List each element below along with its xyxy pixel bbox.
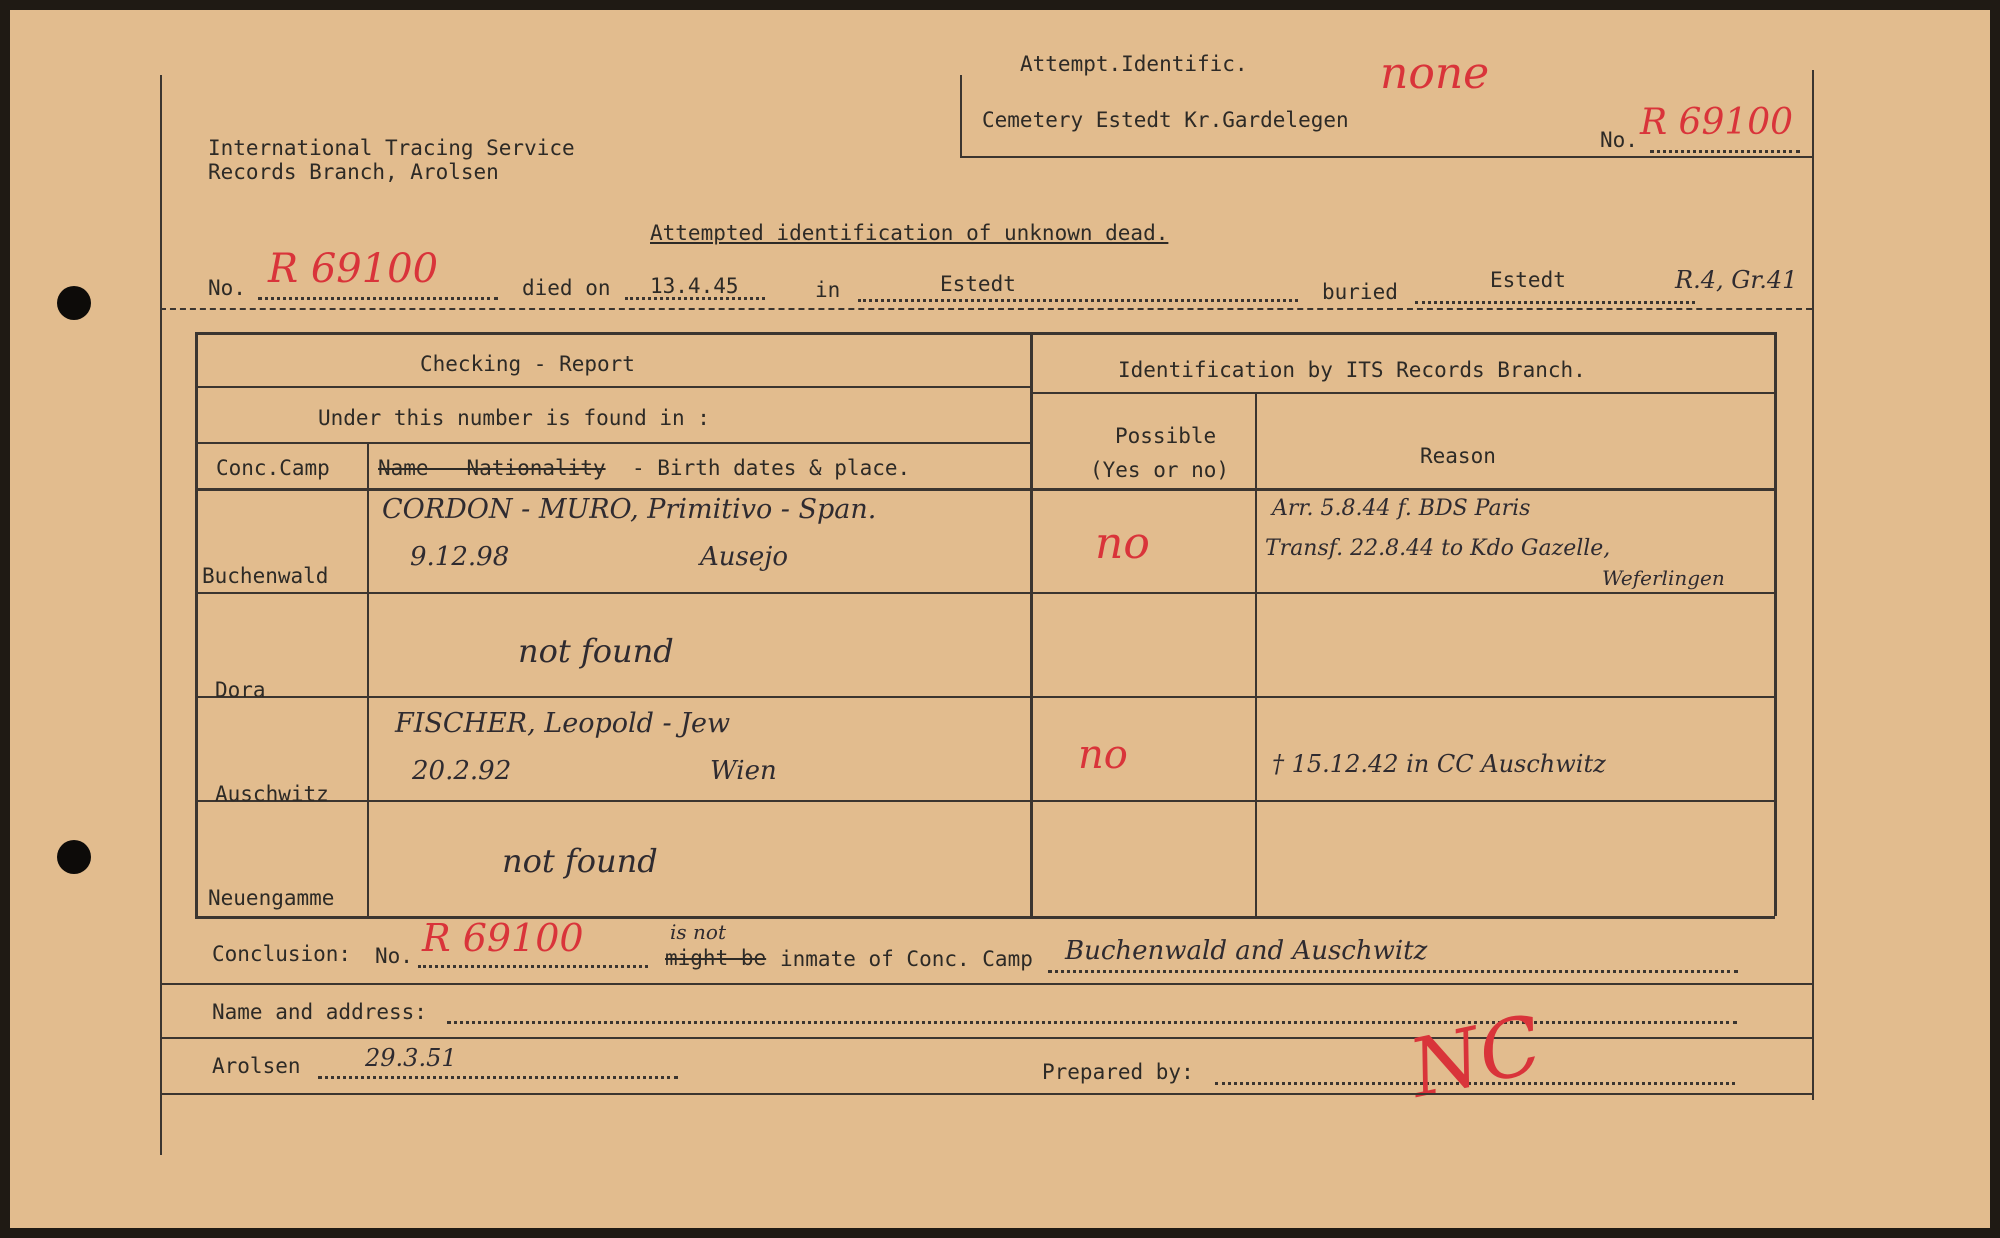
row3-birth-date: 20.2.92 <box>412 756 512 786</box>
row1-name: CORDON - MURO, Primitivo - Span. <box>382 494 877 525</box>
record-no-value: R 69100 <box>268 246 439 292</box>
col-name-rest: - Birth dates & place. <box>632 456 911 480</box>
row1-reason-1: Arr. 5.8.44 f. BDS Paris <box>1272 496 1531 521</box>
org-line2: Records Branch, Arolsen <box>208 160 499 184</box>
col-camp: Conc.Camp <box>216 456 330 480</box>
table-h4 <box>195 592 1774 594</box>
record-no-label: No. <box>208 276 246 300</box>
in-dots <box>858 299 1298 302</box>
punch-hole-top <box>57 286 91 320</box>
header-no-dots <box>1650 150 1800 153</box>
row1-possible: no <box>1095 518 1150 569</box>
conclusion-rest: inmate of Conc. Camp <box>780 947 1033 971</box>
conclusion-no-label: No. <box>375 944 413 968</box>
conclusion-camps: Buchenwald and Auschwitz <box>1065 936 1428 966</box>
table-h1-right <box>1030 392 1774 394</box>
name-address-dots <box>447 1021 1737 1024</box>
footer-date: 29.3.51 <box>365 1044 457 1072</box>
row1-camp: Buchenwald <box>202 564 329 588</box>
frame-right <box>1812 70 1814 1100</box>
attempt-label: Attempt.Identific. <box>1020 52 1248 76</box>
conclusion-rule <box>160 983 1812 985</box>
row3-name: FISCHER, Leopold - Jew <box>395 708 731 739</box>
row1-reason-3: Weferlingen <box>1602 566 1725 590</box>
signature: NC <box>1401 997 1550 1116</box>
row1-birth-date: 9.12.98 <box>410 542 510 572</box>
row4-camp: Neuengamme <box>208 886 335 910</box>
buried-value: Estedt <box>1490 268 1566 292</box>
table-h3 <box>195 488 1774 491</box>
table-h2 <box>195 442 1030 444</box>
row1-birth-place: Ausejo <box>700 542 788 572</box>
row3-reason-1: † 15.12.42 in CC Auschwitz <box>1272 750 1606 778</box>
table-h5 <box>195 696 1774 698</box>
footer-place: Arolsen <box>212 1054 301 1078</box>
table-right <box>1774 332 1777 916</box>
name-address-label: Name and address: <box>212 1000 427 1024</box>
died-value: 13.4.45 <box>650 274 739 298</box>
form-title: Attempted identification of unknown dead. <box>650 221 1169 245</box>
conclusion-struck: might be <box>665 946 767 970</box>
row3-birth-place: Wien <box>710 756 777 786</box>
attempt-box-bottom <box>960 156 1812 158</box>
record-no-dots <box>258 297 498 300</box>
checking-header: Checking - Report <box>420 352 635 376</box>
row3-possible: no <box>1078 732 1128 778</box>
buried-label: buried <box>1322 280 1398 304</box>
conclusion-camps-dots <box>1048 970 1738 973</box>
header-no-value: R 69100 <box>1640 102 1794 143</box>
in-value: Estedt <box>940 272 1016 296</box>
conclusion-inserted: is not <box>670 920 726 944</box>
footer-date-dots <box>318 1076 678 1079</box>
buried-dots <box>1415 301 1695 304</box>
died-label: died on <box>522 276 611 300</box>
record-underline <box>160 308 1812 310</box>
table-col-camp <box>367 442 369 916</box>
punch-hole-bottom <box>57 840 91 874</box>
frame-left <box>160 75 162 1155</box>
prepared-label: Prepared by: <box>1042 1060 1194 1084</box>
conclusion-label: Conclusion: <box>212 942 352 966</box>
conclusion-no-dots <box>418 965 648 968</box>
record-card <box>10 10 1990 1228</box>
col-reason: Reason <box>1420 444 1496 468</box>
table-col-reason <box>1255 392 1257 916</box>
row1-reason-2: Transf. 22.8.44 to Kdo Gazelle, <box>1265 536 1611 561</box>
footer-rule <box>160 1093 1812 1095</box>
attempt-box-left <box>960 75 962 157</box>
attempt-value: none <box>1380 48 1490 99</box>
table-top <box>195 332 1775 335</box>
found-in-header: Under this number is found in : <box>318 406 710 430</box>
col-possible-2: (Yes or no) <box>1090 458 1230 482</box>
grave-value: R.4, Gr.41 <box>1675 266 1798 294</box>
row2-camp: Dora <box>215 678 266 702</box>
row2-name: not found <box>518 632 674 670</box>
org-line1: International Tracing Service <box>208 136 575 160</box>
row4-name: not found <box>502 842 658 880</box>
table-h1 <box>195 386 1030 388</box>
ident-header: Identification by ITS Records Branch. <box>1118 358 1586 382</box>
table-left <box>195 332 198 916</box>
table-h6 <box>195 800 1774 802</box>
row3-camp: Auschwitz <box>215 782 329 806</box>
cemetery-label: Cemetery Estedt Kr.Gardelegen <box>982 108 1349 132</box>
in-label: in <box>815 278 841 302</box>
col-possible-1: Possible <box>1115 424 1217 448</box>
table-mid <box>1030 332 1033 916</box>
header-no-label: No. <box>1600 128 1638 152</box>
name-address-rule <box>160 1037 1812 1039</box>
conclusion-no-value: R 69100 <box>422 916 584 960</box>
col-name-struck: Name - Nationality <box>378 456 606 480</box>
